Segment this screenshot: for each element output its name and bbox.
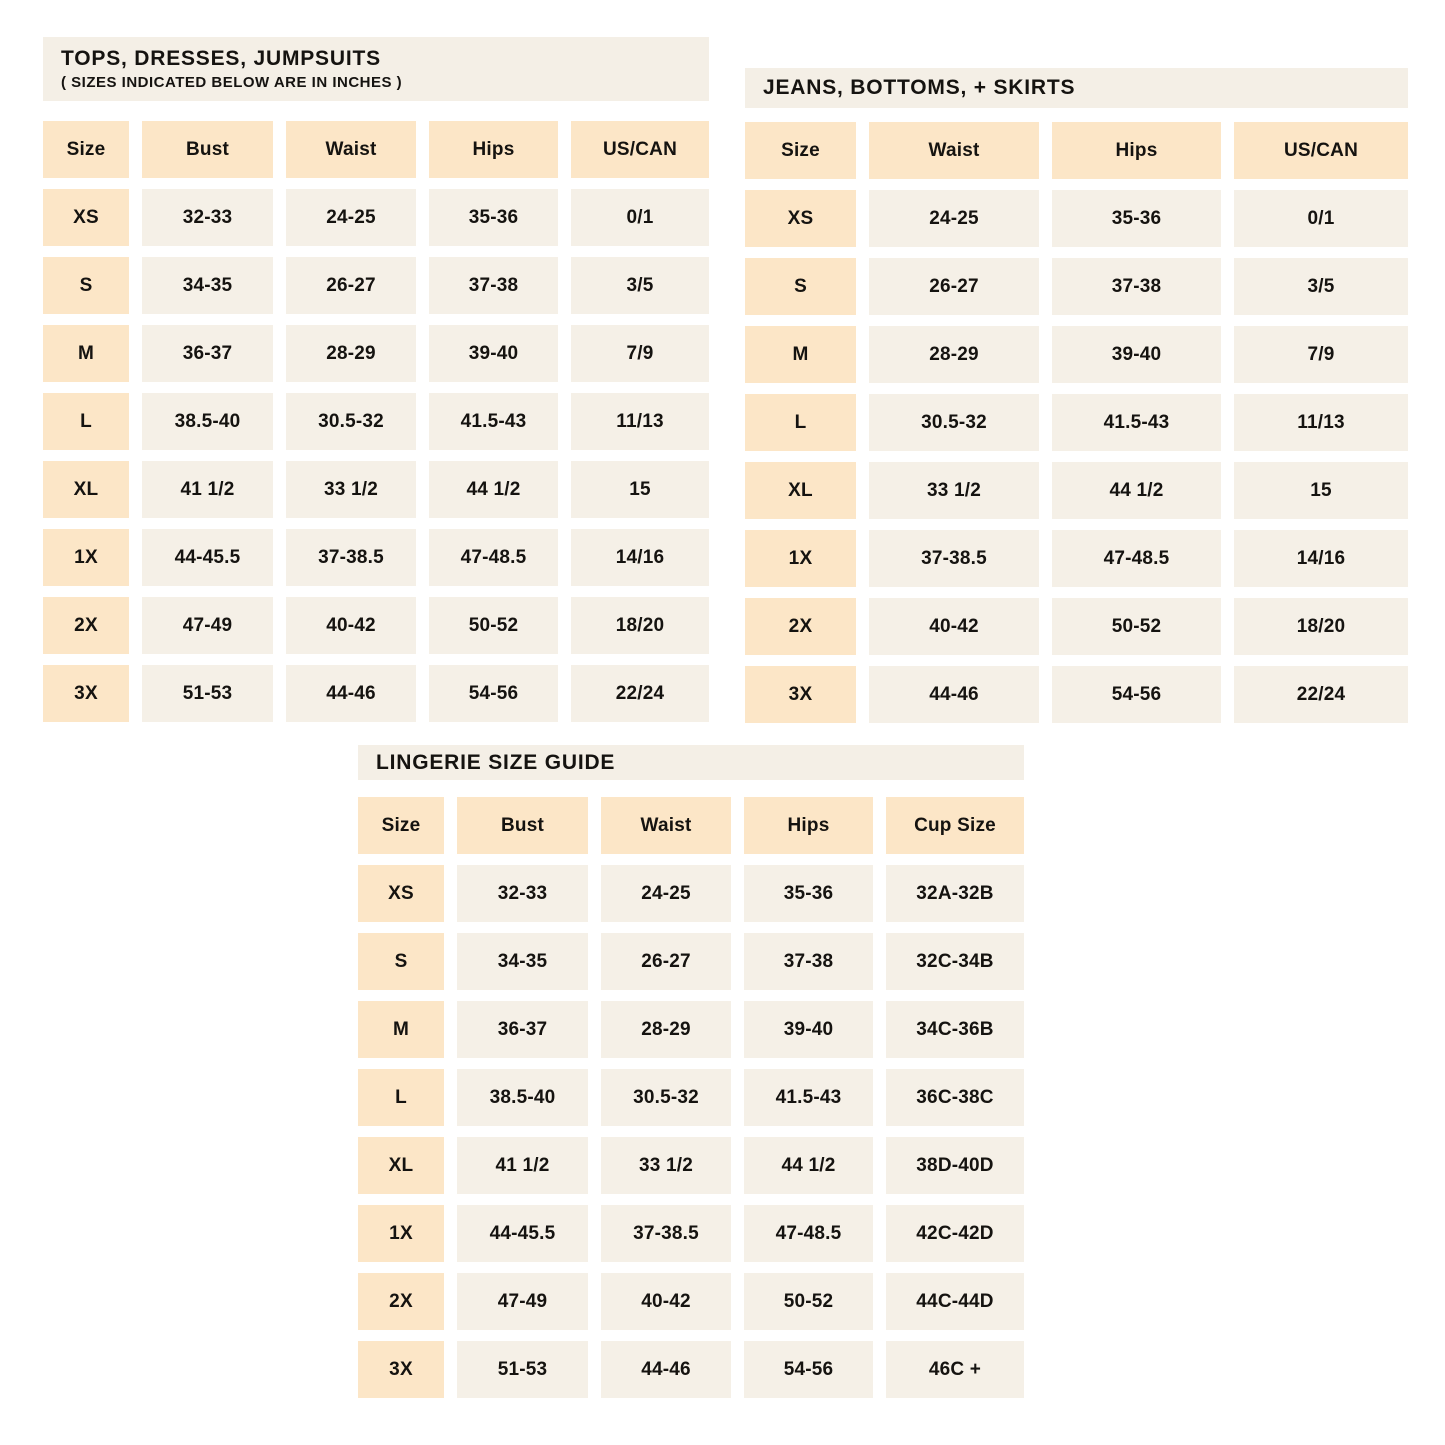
tops-row-xs-value-cell-4: 0/1 <box>571 189 709 246</box>
lingerie-row-xl-value-cell-2: 33 1/2 <box>601 1137 731 1194</box>
lingerie-row-1x-value-cell-4: 42C-42D <box>886 1205 1024 1262</box>
lingerie-row-xl-value-cell-1: 41 1/2 <box>457 1137 588 1194</box>
tops-row-l-value-cell-1: 38.5-40 <box>142 393 273 450</box>
jeans-title-block <box>745 68 1408 108</box>
tops-row-1x-value-cell-3: 47-48.5 <box>429 529 558 586</box>
tops-row-xl-value-cell-4: 15 <box>571 461 709 518</box>
tops-row-2x-size-cell: 2X <box>43 597 129 654</box>
jeans-size-table <box>745 68 1408 723</box>
jeans-row-xl-size-cell: XL <box>745 462 856 519</box>
tops-row-m-value-cell-2: 28-29 <box>286 325 416 382</box>
lingerie-row-xl-value-cell-3: 44 1/2 <box>744 1137 873 1194</box>
jeans-row-3x-value-cell-1: 44-46 <box>869 666 1039 723</box>
lingerie-row-s-size-cell: S <box>358 933 444 990</box>
jeans-row-l-value-cell-1: 30.5-32 <box>869 394 1039 451</box>
lingerie-row-xs-value-cell-4: 32A-32B <box>886 865 1024 922</box>
jeans-row-s-size-cell: S <box>745 258 856 315</box>
jeans-column-header-us-can: US/CAN <box>1234 122 1408 179</box>
jeans-row-m-value-cell-3: 7/9 <box>1234 326 1408 383</box>
jeans-row-1x-value-cell-1: 37-38.5 <box>869 530 1039 587</box>
jeans-row-m-value-cell-1: 28-29 <box>869 326 1039 383</box>
tops-row-s-value-cell-4: 3/5 <box>571 257 709 314</box>
lingerie-row-xs-value-cell-1: 32-33 <box>457 865 588 922</box>
lingerie-row-2x-size-cell: 2X <box>358 1273 444 1330</box>
tops-row-1x-size-cell: 1X <box>43 529 129 586</box>
tops-row-2x-value-cell-2: 40-42 <box>286 597 416 654</box>
lingerie-row-xs-value-cell-3: 35-36 <box>744 865 873 922</box>
lingerie-row-m-size-cell: M <box>358 1001 444 1058</box>
lingerie-row-m-value-cell-3: 39-40 <box>744 1001 873 1058</box>
lingerie-row-l-value-cell-2: 30.5-32 <box>601 1069 731 1126</box>
tops-subtitle: ( SIZES INDICATED BELOW ARE IN INCHES ) <box>61 74 403 92</box>
tops-row-xl-value-cell-1: 41 1/2 <box>142 461 273 518</box>
tops-row-xs-value-cell-1: 32-33 <box>142 189 273 246</box>
jeans-row-s-value-cell-3: 3/5 <box>1234 258 1408 315</box>
tops-row-2x-value-cell-4: 18/20 <box>571 597 709 654</box>
tops-row-l-value-cell-3: 41.5-43 <box>429 393 558 450</box>
lingerie-row-s-value-cell-1: 34-35 <box>457 933 588 990</box>
jeans-row-2x-value-cell-2: 50-52 <box>1052 598 1221 655</box>
jeans-row-s-value-cell-2: 37-38 <box>1052 258 1221 315</box>
jeans-row-2x-value-cell-3: 18/20 <box>1234 598 1408 655</box>
tops-column-header-size: Size <box>43 121 129 178</box>
tops-row-3x-value-cell-3: 54-56 <box>429 665 558 722</box>
tops-row-m-size-cell: M <box>43 325 129 382</box>
jeans-row-1x-value-cell-2: 47-48.5 <box>1052 530 1221 587</box>
tops-row-xl-value-cell-2: 33 1/2 <box>286 461 416 518</box>
lingerie-title-block <box>358 745 1024 780</box>
lingerie-row-3x-value-cell-1: 51-53 <box>457 1341 588 1398</box>
tops-row-2x-value-cell-1: 47-49 <box>142 597 273 654</box>
lingerie-column-header-cup-size: Cup Size <box>886 797 1024 854</box>
lingerie-row-m-value-cell-4: 34C-36B <box>886 1001 1024 1058</box>
tops-row-3x-size-cell: 3X <box>43 665 129 722</box>
jeans-row-xs-value-cell-1: 24-25 <box>869 190 1039 247</box>
lingerie-row-2x-value-cell-2: 40-42 <box>601 1273 731 1330</box>
tops-row-m-value-cell-3: 39-40 <box>429 325 558 382</box>
lingerie-row-l-size-cell: L <box>358 1069 444 1126</box>
lingerie-row-m-value-cell-2: 28-29 <box>601 1001 731 1058</box>
tops-row-s-size-cell: S <box>43 257 129 314</box>
jeans-row-xs-value-cell-2: 35-36 <box>1052 190 1221 247</box>
jeans-row-l-size-cell: L <box>745 394 856 451</box>
lingerie-row-xl-value-cell-4: 38D-40D <box>886 1137 1024 1194</box>
tops-row-3x-value-cell-1: 51-53 <box>142 665 273 722</box>
jeans-row-xl-value-cell-3: 15 <box>1234 462 1408 519</box>
lingerie-row-m-value-cell-1: 36-37 <box>457 1001 588 1058</box>
tops-row-xs-value-cell-3: 35-36 <box>429 189 558 246</box>
lingerie-row-1x-value-cell-1: 44-45.5 <box>457 1205 588 1262</box>
lingerie-row-l-value-cell-1: 38.5-40 <box>457 1069 588 1126</box>
lingerie-title: LINGERIE SIZE GUIDE <box>376 750 616 774</box>
lingerie-row-2x-value-cell-4: 44C-44D <box>886 1273 1024 1330</box>
jeans-column-header-waist: Waist <box>869 122 1039 179</box>
tops-row-m-value-cell-1: 36-37 <box>142 325 273 382</box>
lingerie-row-xs-size-cell: XS <box>358 865 444 922</box>
jeans-grid <box>745 122 1408 723</box>
tops-row-2x-value-cell-3: 50-52 <box>429 597 558 654</box>
lingerie-row-3x-size-cell: 3X <box>358 1341 444 1398</box>
lingerie-column-header-hips: Hips <box>744 797 873 854</box>
tops-row-l-value-cell-2: 30.5-32 <box>286 393 416 450</box>
tops-title-block <box>43 37 709 101</box>
tops-size-table <box>43 37 709 722</box>
lingerie-row-xl-size-cell: XL <box>358 1137 444 1194</box>
lingerie-row-s-value-cell-4: 32C-34B <box>886 933 1024 990</box>
tops-row-3x-value-cell-4: 22/24 <box>571 665 709 722</box>
jeans-row-1x-size-cell: 1X <box>745 530 856 587</box>
tops-row-xs-value-cell-2: 24-25 <box>286 189 416 246</box>
tops-row-s-value-cell-1: 34-35 <box>142 257 273 314</box>
tops-row-xs-size-cell: XS <box>43 189 129 246</box>
tops-row-xl-size-cell: XL <box>43 461 129 518</box>
lingerie-row-3x-value-cell-2: 44-46 <box>601 1341 731 1398</box>
lingerie-grid <box>358 797 1024 1398</box>
jeans-row-3x-value-cell-3: 22/24 <box>1234 666 1408 723</box>
lingerie-column-header-bust: Bust <box>457 797 588 854</box>
jeans-row-3x-size-cell: 3X <box>745 666 856 723</box>
lingerie-row-1x-value-cell-3: 47-48.5 <box>744 1205 873 1262</box>
jeans-row-2x-value-cell-1: 40-42 <box>869 598 1039 655</box>
jeans-row-xs-value-cell-3: 0/1 <box>1234 190 1408 247</box>
jeans-row-xs-size-cell: XS <box>745 190 856 247</box>
lingerie-row-s-value-cell-2: 26-27 <box>601 933 731 990</box>
jeans-row-m-value-cell-2: 39-40 <box>1052 326 1221 383</box>
lingerie-column-header-waist: Waist <box>601 797 731 854</box>
jeans-row-xl-value-cell-2: 44 1/2 <box>1052 462 1221 519</box>
lingerie-row-1x-size-cell: 1X <box>358 1205 444 1262</box>
lingerie-row-xs-value-cell-2: 24-25 <box>601 865 731 922</box>
tops-row-1x-value-cell-2: 37-38.5 <box>286 529 416 586</box>
tops-grid <box>43 121 709 722</box>
lingerie-size-table <box>358 745 1024 1398</box>
lingerie-row-1x-value-cell-2: 37-38.5 <box>601 1205 731 1262</box>
tops-row-l-size-cell: L <box>43 393 129 450</box>
lingerie-column-header-size: Size <box>358 797 444 854</box>
tops-column-header-bust: Bust <box>142 121 273 178</box>
lingerie-row-l-value-cell-4: 36C-38C <box>886 1069 1024 1126</box>
tops-row-3x-value-cell-2: 44-46 <box>286 665 416 722</box>
lingerie-row-2x-value-cell-3: 50-52 <box>744 1273 873 1330</box>
tops-title: TOPS, DRESSES, JUMPSUITS <box>61 46 381 70</box>
tops-column-header-hips: Hips <box>429 121 558 178</box>
jeans-column-header-hips: Hips <box>1052 122 1221 179</box>
jeans-row-m-size-cell: M <box>745 326 856 383</box>
tops-row-1x-value-cell-4: 14/16 <box>571 529 709 586</box>
tops-row-m-value-cell-4: 7/9 <box>571 325 709 382</box>
lingerie-row-l-value-cell-3: 41.5-43 <box>744 1069 873 1126</box>
jeans-row-2x-size-cell: 2X <box>745 598 856 655</box>
tops-row-1x-value-cell-1: 44-45.5 <box>142 529 273 586</box>
lingerie-row-s-value-cell-3: 37-38 <box>744 933 873 990</box>
jeans-row-l-value-cell-3: 11/13 <box>1234 394 1408 451</box>
tops-column-header-us-can: US/CAN <box>571 121 709 178</box>
lingerie-row-3x-value-cell-3: 54-56 <box>744 1341 873 1398</box>
tops-row-s-value-cell-2: 26-27 <box>286 257 416 314</box>
tops-row-s-value-cell-3: 37-38 <box>429 257 558 314</box>
lingerie-row-3x-value-cell-4: 46C + <box>886 1341 1024 1398</box>
tops-column-header-waist: Waist <box>286 121 416 178</box>
jeans-row-1x-value-cell-3: 14/16 <box>1234 530 1408 587</box>
lingerie-row-2x-value-cell-1: 47-49 <box>457 1273 588 1330</box>
jeans-row-xl-value-cell-1: 33 1/2 <box>869 462 1039 519</box>
jeans-row-s-value-cell-1: 26-27 <box>869 258 1039 315</box>
jeans-title: JEANS, BOTTOMS, + SKIRTS <box>763 76 1076 100</box>
jeans-row-l-value-cell-2: 41.5-43 <box>1052 394 1221 451</box>
tops-row-xl-value-cell-3: 44 1/2 <box>429 461 558 518</box>
tops-row-l-value-cell-4: 11/13 <box>571 393 709 450</box>
jeans-column-header-size: Size <box>745 122 856 179</box>
jeans-row-3x-value-cell-2: 54-56 <box>1052 666 1221 723</box>
